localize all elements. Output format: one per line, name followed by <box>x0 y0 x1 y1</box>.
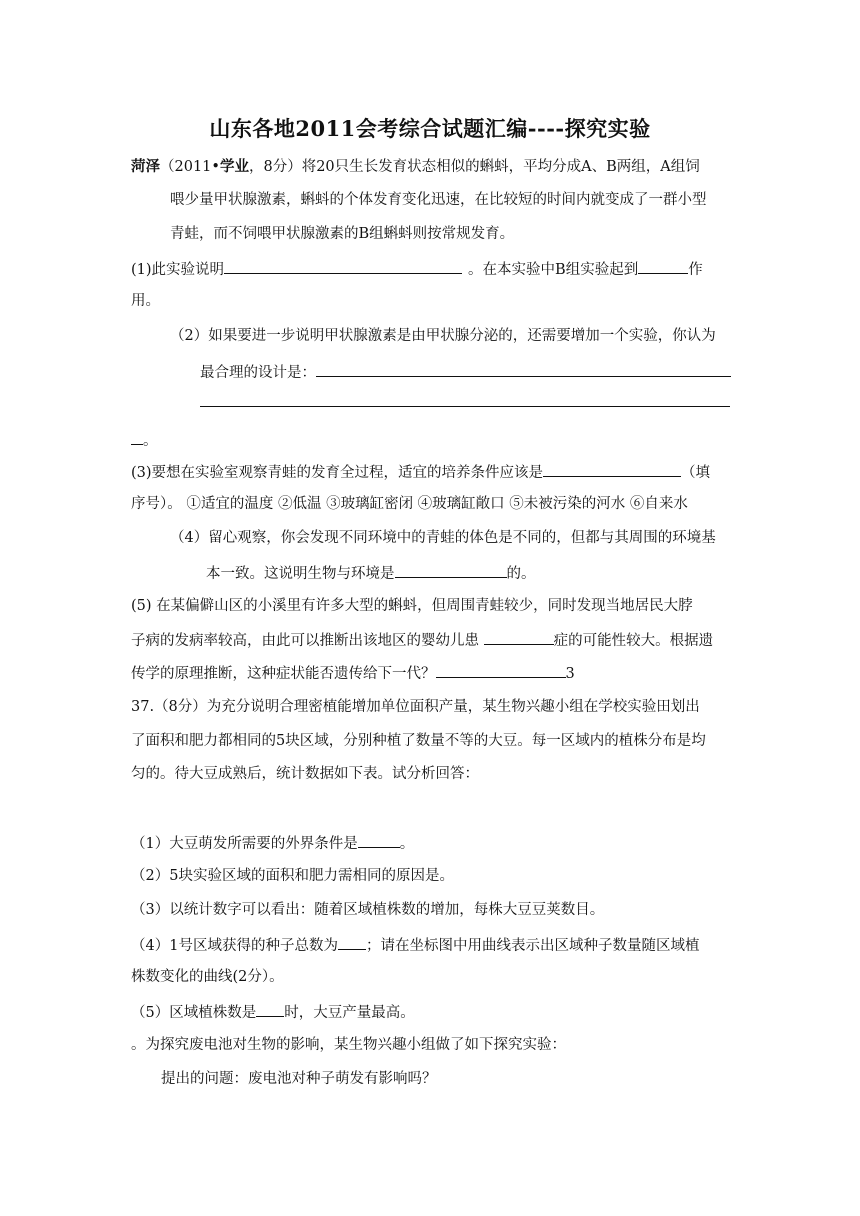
answer-blank[interactable] <box>224 258 462 274</box>
sub5-text-b: 时，大豆产量最高。 <box>284 1005 415 1021</box>
battery-intro: 。为探究废电池对生物的影响，某生物兴趣小组做了如下探究实验： <box>131 1037 566 1053</box>
heze-part-5-end <box>131 662 575 684</box>
part1-text-a: (1)此实验说明 <box>131 262 225 278</box>
heze-part-4-cont <box>206 562 536 584</box>
heze-line-2: 喂少量甲状腺激素，蝌蚪的个体发育变化迅速，在比较短的时间内就变成了一群小型 <box>170 192 707 208</box>
part2-end: 。 <box>143 433 158 449</box>
part5-text-b: 子病的发病率较高，由此可以推断出该地区的婴幼儿患 <box>131 633 484 649</box>
heze-part-2: （2）如果要进一步说明甲状腺激素是由甲状腺分泌的，还需要增加一个实验，你认为 <box>170 328 716 344</box>
q37-line-2: 了面积和肥力都相同的5块区域，分别种植了数量不等的大豆。每一区域内的植株分布是均 <box>131 733 706 749</box>
heze-part-1 <box>131 258 703 280</box>
page-title: 山东各地2011会考综合试题汇编----探究实验 <box>209 116 651 141</box>
part5-text-d: 传学的原理推断，这种症状能否遗传给下一代？ <box>131 666 436 682</box>
heze-part-5-cont <box>131 629 713 651</box>
answer-blank[interactable] <box>395 562 507 578</box>
sub5-text-a: （5）区域植株数是 <box>131 1005 257 1021</box>
part5-text-e: 3 <box>565 666 575 682</box>
q37-sub-1 <box>131 832 414 854</box>
heze-part-4: （4）留心观察，你会发现不同环境中的青蛙的体色是不同的，但都与其周围的环境基 <box>170 530 716 546</box>
heze-part-2-end <box>131 429 158 451</box>
part3-text-b: （填 <box>681 465 711 481</box>
sub4-text-a: （4）1号区域获得的种子总数为 <box>131 938 338 954</box>
part2-text-b: 最合理的设计是： <box>200 365 316 381</box>
source-label: 菏泽 <box>131 158 160 175</box>
heze-part-1-cont: 用。 <box>131 293 160 309</box>
q37-sub-4 <box>131 934 699 956</box>
heze-part-3-options: 序号）。 ①适宜的温度 ②低温 ③玻璃缸密闭 ④玻璃缸敞口 ⑤未被污染的河水 ⑥自来水 <box>131 496 688 512</box>
answer-blank[interactable] <box>484 629 554 645</box>
source-meta-bold: 学业 <box>219 158 249 175</box>
part1-text-c: 作 <box>688 262 703 278</box>
answer-line[interactable] <box>200 406 730 407</box>
answer-blank[interactable] <box>638 258 688 274</box>
heze-part-3 <box>131 461 710 483</box>
answer-blank[interactable] <box>358 832 400 848</box>
heze-part-5: (5) 在某偏僻山区的小溪里有许多大型的蝌蚪，但周围青蛙较少，同时发现当地居民大脖 <box>131 598 693 614</box>
part1-text-b: 。在本实验中B组实验起到 <box>468 262 639 278</box>
answer-blank[interactable] <box>543 461 681 477</box>
answer-blank[interactable] <box>436 662 566 678</box>
part4-text-b: 本一致。这说明生物与环境是 <box>206 566 395 582</box>
part3-text-a: (3)要想在实验室观察青蛙的发育全过程，适宜的培养条件应该是 <box>131 465 544 481</box>
heze-intro-line <box>131 157 700 177</box>
answer-blank[interactable] <box>131 429 143 445</box>
q37-sub-4-cont: 株数变化的曲线(2分）。 <box>131 969 284 985</box>
part4-text-c: 的。 <box>506 566 536 582</box>
answer-blank[interactable] <box>338 934 366 950</box>
heze-line-3: 青蛙，而不饲喂甲状腺激素的B组蝌蚪则按常规发育。 <box>170 226 515 242</box>
q37-line-1: 37.（8分）为充分说明合理密植能增加单位面积产量，某生物兴趣小组在学校实验田划出 <box>131 699 700 715</box>
q37-line-3: 匀的。待大豆成熟后，统计数据如下表。试分析回答： <box>131 766 479 782</box>
answer-blank[interactable] <box>316 361 731 377</box>
q37-sub-5 <box>131 1001 415 1023</box>
source-meta-close: ，8分）将20只生长发育状态相似的蝌蚪，平均分成A、B两组，A组饲 <box>248 159 700 175</box>
source-meta-open: （2011• <box>160 159 220 175</box>
answer-blank[interactable] <box>256 1001 284 1017</box>
q37-sub-2: （2）5块实验区域的面积和肥力需相同的原因是。 <box>131 868 454 884</box>
battery-question: 提出的问题：废电池对种子萌发有影响吗？ <box>161 1071 437 1087</box>
sub1-text-a: （1）大豆萌发所需要的外界条件是 <box>131 836 358 852</box>
part5-text-c: 症的可能性较大。根据遗 <box>553 633 714 649</box>
q37-sub-3: （3）以统计数字可以看出：随着区域植株数的增加，每株大豆豆荚数目。 <box>131 902 605 918</box>
sub4-text-b: ；请在坐标图中用曲线表示出区域种子数量随区域植 <box>365 938 700 954</box>
sub1-text-b: 。 <box>399 836 415 852</box>
heze-part-2-design <box>200 361 731 383</box>
